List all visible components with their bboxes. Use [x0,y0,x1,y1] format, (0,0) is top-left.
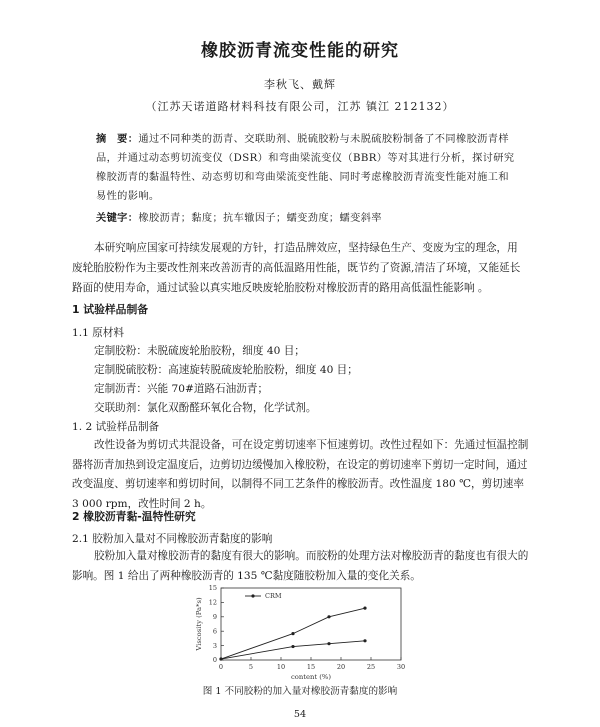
viscosity-paragraph: 胶粉加入量对橡胶沥青的黏度有很大的影响。而胶粉的处理方法对橡胶沥青的黏度也有很大的影响。图 1 给出了两种橡胶沥青的 135 ℃黏度随胶粉加入量的变化关系。 [72,550,529,582]
data-point [291,645,294,648]
viscosity-chart [185,582,415,682]
section-heading-1: 1 试验样品制备 [72,303,149,316]
x-tick-label: 10 [276,663,286,671]
x-tick-label: 0 [218,663,224,671]
keywords-text: 橡胶沥青；黏度；抗车辙因子；蠕变劲度；蠕变斜率 [138,213,382,224]
data-point [327,615,330,618]
material-line: 交联助剂：氯化双酚醛环氧化合物，化学试剂。 [94,402,317,414]
y-tick-label: 3 [212,641,217,650]
prep-paragraph: 改性设备为剪切式共混设备，可在设定剪切速率下恒速剪切。改性过程如下：先通过恒温控制器将沥青加热到设定温度后，边剪切边缓慢加入橡胶粉，在设定的剪切速率下剪切一定时间，通过改变温度、剪切速率和剪切时间，以制得不同工艺条件的橡胶沥青。改性温度 180 ℃，剪切速率 3 000 rpm，改性时间 2 h。 [72,439,529,510]
series-line [221,641,365,659]
keywords [96,209,382,224]
figure-caption: 图 1 不同胶粉的加入量对橡胶沥青黏度的影响 [202,686,398,697]
y-axis-label: Viscosity (Pa*s) [195,597,203,651]
data-point [291,632,294,635]
authors: 李秋飞、戴辉 [264,78,336,91]
intro-paragraph: 本研究响应国家可持续发展观的方针，打造品牌效应，坚持绿色生产、变废为宝的理念，用废轮胎胶粉作为主要改性剂来改善沥青的高低温路用性能，既节约了资源,清洁了环境，又能延长路面的使用寿命，通过试验以真实地反映废轮胎胶粉对橡胶沥青的路用高低温性能影响 。 [72,242,521,294]
abstract-text: 通过不同种类的沥青、交联助剂、脱硫胶粉与未脱硫胶粉制备了不同橡胶沥青样品，并通过动态剪切流变仪（DSR）和弯曲梁流变仪（BBR）等对其进行分析，探讨研究橡胶沥青的黏温特性、动态剪切和弯曲梁流变性能、同时考虑橡胶沥青流变性能对施工和易性的影响。 [96,134,515,202]
page-number: 54 [293,709,307,720]
keywords-label: 关键字： [96,212,139,224]
subsection-heading-1-2: 1. 2 试验样品制备 [72,421,160,433]
y-tick-label: 15 [208,584,217,593]
x-tick-label: 25 [366,663,376,671]
abstract [96,130,516,206]
x-tick-label: 15 [306,663,316,671]
material-line: 定制沥青：兴能 70#道路石油沥青； [94,383,269,395]
paper-title: 橡胶沥青流变性能的研究 [201,41,399,61]
affiliation: （江苏天诺道路材料科技有限公司，江苏 镇江 212132） [145,100,455,113]
y-tick-label: 0 [212,656,217,665]
data-point [363,607,366,610]
material-line: 定制脱硫胶粉：高速旋转脱硫废轮胎胶粉，细度 40 目； [94,364,358,376]
subsection-heading-1-1: 1.1 原材料 [72,327,124,339]
subsection-heading-2-1: 2.1 胶粉加入量对不同橡胶沥青黏度的影响 [72,533,273,545]
legend-marker [251,594,254,597]
x-tick-label: 30 [396,663,406,671]
y-tick-label: 12 [208,598,217,607]
x-tick-label: 20 [336,663,346,671]
y-tick-label: 6 [212,627,217,636]
y-tick-label: 9 [212,613,217,621]
data-point [327,642,330,645]
legend-label: CRM [265,592,282,601]
section-heading-2: 2 橡胶沥青黏-温特性研究 [72,510,196,523]
data-point [219,657,222,660]
abstract-label: 摘 要： [96,133,139,145]
material-line: 定制胶粉：未脱硫废轮胎胶粉，细度 40 目； [94,345,305,357]
x-axis-label: content (%) [290,673,332,681]
x-tick-label: 5 [248,663,254,671]
data-point [363,639,366,642]
